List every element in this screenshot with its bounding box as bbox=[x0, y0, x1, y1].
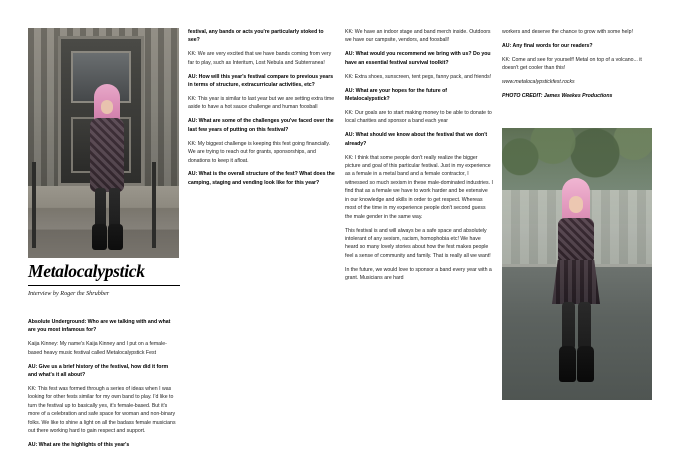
interview-answer: KK: This year is similar to last year but we are setting extra time aside to have a hot sauce challenge and human foosball bbox=[188, 96, 335, 111]
performer-top bbox=[558, 218, 594, 264]
interview-question: Absolute Underground: Who are we talking with and what are you most infamous for? bbox=[28, 319, 171, 334]
interview-question: AU: How will this year's festival compare to previous years in terms of structure, extracurricular activities, etc? bbox=[188, 73, 334, 89]
performer-leg-left bbox=[95, 188, 106, 228]
interview-answer: This festival is and will always be a safe space and absolutely intolerant of any sexism, racism, homophobia etc! We have heard so many lovely stories about how the fest makes people feel a sense of community and family. That is really all we want! bbox=[345, 227, 491, 259]
article-column-1 bbox=[28, 318, 178, 455]
performer-skirt bbox=[552, 260, 600, 304]
byline: Interview by Roger the Shrubber bbox=[28, 290, 110, 298]
article-masthead bbox=[28, 262, 180, 297]
interview-answer: KK: Come and see for yourself! Metal on top of a volcano... it doesn't get cooler than this! bbox=[502, 56, 642, 72]
interview-question: AU: What are your hopes for the future of Metalocalypstick? bbox=[345, 87, 448, 103]
performer-leg-right bbox=[578, 302, 591, 350]
interview-question: AU: Give us a brief history of the festival, how did it form and what's it all about? bbox=[28, 363, 169, 379]
performer-boot-right bbox=[577, 346, 594, 382]
article-column-4 bbox=[502, 28, 652, 106]
interview-question: AU: What are some of the challenges you've faced over the last few years of putting on this festival? bbox=[188, 118, 334, 133]
interview-answer: KK: We are very excited that we have bands coming from very far to play, such as Interitum, Lost Nebula and Subterranea! bbox=[188, 51, 332, 66]
interview-answer: KK: This fest was formed through a series of ideas when I was looking for other fests similar for my own band to play. I'd like to turn the festival up to basically yes, it's female-based. But it's more of a celebration and safe space for woman and non-binary folks. We like to shine a light on all the badass female musicians out there working hard to gain respect and support. bbox=[28, 386, 176, 435]
interview-answer: In the future, we would love to sponsor a band every year with a grant. Musicians are hard bbox=[345, 266, 492, 282]
interview-question: AU: What is the overall structure of the fest? What does the camping, staging and vending look like for this year? bbox=[188, 171, 335, 186]
side-photo bbox=[502, 128, 652, 400]
festival-website-link[interactable]: www.metalocalypstickfest.rocks bbox=[502, 79, 575, 86]
performer-boot-left bbox=[559, 346, 576, 382]
interview-question: festival, any bands or acts you're particularly stoked to see? bbox=[188, 29, 324, 44]
hero-photo bbox=[28, 28, 179, 258]
interview-answer: KK: Our goals are to start making money to be able to donate to local charities and sponsor a band each year bbox=[345, 109, 492, 125]
title-divider bbox=[28, 285, 180, 286]
interview-answer: Kaija Kinney: My name's Kaija Kinney and I put on a female-based heavy music festival called Metalocalypstick Fest bbox=[28, 341, 167, 356]
page-title: Metalocalypstick bbox=[28, 261, 145, 281]
performer-leg-left bbox=[562, 302, 575, 350]
interview-answer: KK: Extra shoes, sunscreen, tent pegs, fanny pack, and friends! bbox=[345, 73, 492, 80]
interview-question: AU: What are the highlights of this year's bbox=[28, 442, 130, 449]
interview-question: AU: What should we know about the festival that we don't already? bbox=[345, 132, 488, 147]
interview-question: AU: What would you recommend we bring with us? Do you have an essential festival survival toolkit? bbox=[345, 51, 491, 66]
photo-performer-figure bbox=[82, 84, 130, 252]
performer-dress bbox=[90, 118, 124, 192]
side-photo-performer-figure bbox=[544, 178, 606, 390]
article-column-2 bbox=[188, 28, 336, 193]
article-column-3 bbox=[345, 28, 493, 288]
photo-credit: PHOTO CREDIT: James Weekes Productions bbox=[502, 93, 613, 100]
performer-boot-right bbox=[108, 224, 123, 250]
performer-boot-left bbox=[92, 224, 107, 250]
performer-leg-right bbox=[109, 188, 120, 228]
interview-question: AU: Any final words for our readers? bbox=[502, 42, 593, 49]
interview-answer: KK: My biggest challenge is keeping this fest going financially. We are trying to reach out for grants, sponsorships, and donations to keep it afloat. bbox=[188, 140, 331, 164]
performer-face bbox=[569, 196, 583, 213]
interview-answer: workers and deserve the chance to grow with some help! bbox=[502, 29, 633, 35]
interview-answer: KK: We have an indoor stage and band merch inside. Outdoors we have our campsite, vendors, and foosball! bbox=[345, 29, 491, 44]
interview-answer: KK: I think that some people don't really realize the bigger picture and goal of this particular festival. Just in my experience as a female in a metal band and a female contractor, I witnessed so much sexism in these male-dominated industries. I find that as a female we have to work harder and be extensive in our knowledge and skills in order to get respect. Whereas most of the time in my experience people don't second guess the male gender in the same way. bbox=[345, 154, 493, 220]
photo-handrail bbox=[32, 162, 36, 248]
performer-face bbox=[101, 100, 113, 114]
